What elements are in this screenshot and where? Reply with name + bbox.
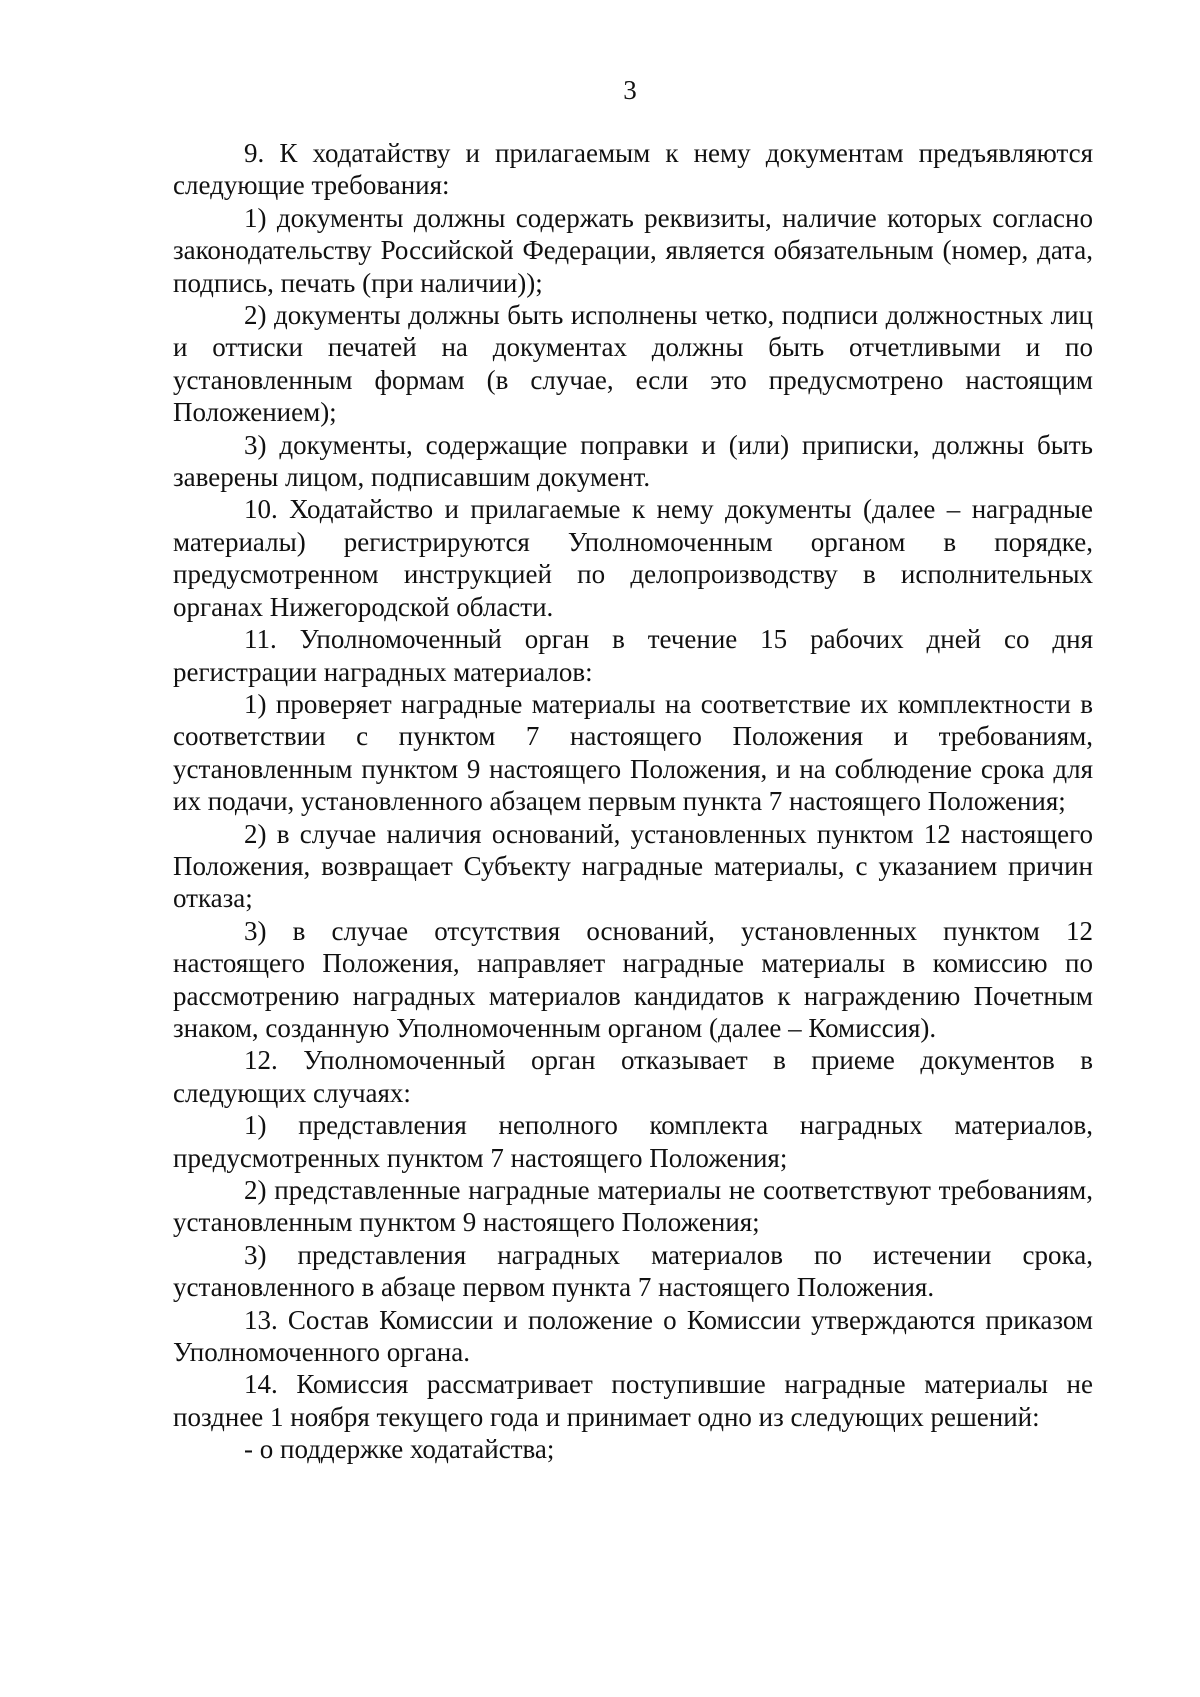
paragraph: 3) представления наградных материалов по истечении срока, установленного в абзаце первом пункта 7 настоящего Положения. <box>173 1239 1093 1303</box>
paragraph: 9. К ходатайству и прилагаемым к нему документам предъявляются следующие требования: <box>173 138 1093 201</box>
page-number: 3 <box>623 75 637 105</box>
paragraph: 12. Уполномоченный орган отказывает в приеме документов в следующих случаях: <box>173 1045 1093 1108</box>
paragraph: 3) в случае отсутствия оснований, установленных пунктом 12 настоящего Положения, направляет наградные материалы в комиссию по рассмотрению наградных материалов кандидатов к награждению Почетным знаком, созданную Уполномоченным органом (далее – Комиссия). <box>173 915 1093 1043</box>
paragraph: 2) документы должны быть исполнены четко, подписи должностных лиц и оттиски печатей на документах должны быть отчетливыми и по установленным формам (в случае, если это предусмотрено настоящим Положением); <box>173 300 1093 428</box>
paragraph: 2) в случае наличия оснований, установленных пунктом 12 настоящего Положения, возвращает Субъекту наградные материалы, с указанием причин отказа; <box>173 818 1093 914</box>
paragraph: 2) представленные наградные материалы не соответствуют требованиям, установленным пунктом 9 настоящего Положения; <box>173 1175 1093 1238</box>
paragraph: 11. Уполномоченный орган в течение 15 рабочих дней со дня регистрации наградных материалов: <box>173 624 1093 687</box>
paragraph: 1) представления неполного комплекта наградных материалов, предусмотренных пунктом 7 настоящего Положения; <box>173 1110 1093 1173</box>
paragraph: 1) проверяет наградные материалы на соответствие их комплектности в соответствии с пунктом 7 настоящего Положения и требованиям, установленным пунктом 9 настоящего Положения, и на соблюдение срока для их подачи, установленного абзацем первым пункта 7 настоящего Положения; <box>173 688 1093 817</box>
paragraph: 10. Ходатайство и прилагаемые к нему документы (далее – наградные материалы) регистрируются Уполномоченным органом в порядке, предусмотренном инструкцией по делопроизводству в исполнительных органах Нижегородской области. <box>173 494 1093 622</box>
paragraph: 3) документы, содержащие поправки и (или) приписки, должны быть заверены лицом, подписавшим документ. <box>173 429 1093 493</box>
document-body <box>173 137 1093 1466</box>
paragraph: - о поддержке ходатайства; <box>244 1434 555 1465</box>
paragraph: 13. Состав Комиссии и положение о Комиссии утверждаются приказом Уполномоченного органа. <box>173 1304 1093 1368</box>
paragraph: 1) документы должны содержать реквизиты, наличие которых согласно законодательству Российской Федерации, является обязательным (номер, дата, подпись, печать (при наличии)); <box>173 202 1093 298</box>
paragraph: 14. Комиссия рассматривает поступившие наградные материалы не позднее 1 ноября текущего года и принимает одно из следующих решений: <box>173 1369 1093 1432</box>
